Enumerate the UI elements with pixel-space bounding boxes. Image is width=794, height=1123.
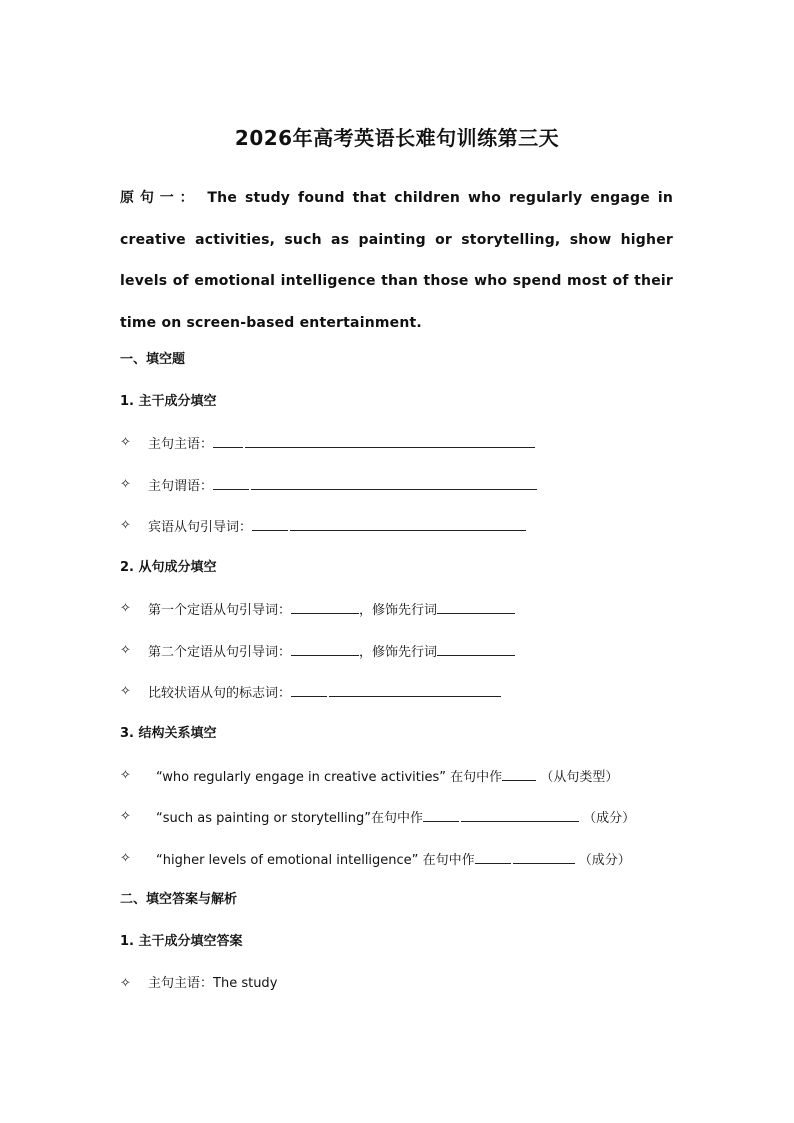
section-heading-fill-in: 一、填空题 xyxy=(120,352,186,367)
answer-blank[interactable] xyxy=(461,807,579,822)
answer-blank[interactable] xyxy=(213,475,249,490)
item-quote: “such as painting or storytelling” xyxy=(156,811,371,826)
question-heading-clause-components: 2. 从句成分填空 xyxy=(120,560,217,575)
item-tail: ，修饰先行词 xyxy=(359,603,438,618)
answer-blank[interactable] xyxy=(213,433,243,448)
bullet-icon: ✧ xyxy=(120,809,131,824)
item-tail: （成分） xyxy=(583,811,636,826)
item-mid: 在句中作 xyxy=(422,853,475,868)
item-first-attributive-clause xyxy=(148,599,515,621)
answer-main-subject xyxy=(148,974,277,994)
bullet-icon: ✧ xyxy=(120,477,131,492)
item-structure-clause-type xyxy=(156,766,618,788)
item-main-subject xyxy=(148,433,535,455)
item-label: 主句谓语： xyxy=(148,479,214,494)
item-tail: （成分） xyxy=(578,853,631,868)
bullet-icon: ✧ xyxy=(120,851,131,866)
answer-blank[interactable] xyxy=(291,599,359,614)
answer-blank[interactable] xyxy=(291,641,359,656)
question-heading-main-components: 1. 主干成分填空 xyxy=(120,394,217,409)
bullet-icon: ✧ xyxy=(120,768,131,783)
item-mid: 在句中作 xyxy=(450,770,503,785)
bullet-icon: ✧ xyxy=(120,684,131,699)
answer-value: The study xyxy=(213,976,278,991)
answer-blank[interactable] xyxy=(513,849,575,864)
answer-blank[interactable] xyxy=(437,599,515,614)
item-label: 第一个定语从句引导词： xyxy=(148,603,292,618)
answer-blank[interactable] xyxy=(475,849,511,864)
answer-blank[interactable] xyxy=(423,807,459,822)
original-sentence xyxy=(120,178,673,344)
item-comparative-clause-marker xyxy=(148,682,501,704)
answer-blank[interactable] xyxy=(329,682,501,697)
bullet-icon: ✧ xyxy=(120,435,131,450)
bullet-icon: ✧ xyxy=(120,518,131,533)
item-structure-such-as xyxy=(156,807,635,829)
bullet-icon: ✧ xyxy=(120,976,131,991)
answer-blank[interactable] xyxy=(245,433,535,448)
original-sentence-text: The study found that children who regularly engage in creative activities, such as painting or storytelling, show higher levels of emotional intelligence than those who spend most of their time on screen-based entertainment. xyxy=(120,190,674,331)
answer-blank[interactable] xyxy=(291,682,327,697)
item-mid: 在句中作 xyxy=(371,811,424,826)
item-label: 比较状语从句的标志词： xyxy=(148,686,292,701)
item-main-predicate xyxy=(148,475,537,497)
page-title: 2026年高考英语长难句训练第三天 xyxy=(234,126,560,150)
original-sentence-label: 原句一： xyxy=(120,190,200,206)
item-label: 宾语从句引导词： xyxy=(148,520,253,535)
item-label: 第二个定语从句引导词： xyxy=(148,645,292,660)
answer-label: 主句主语： xyxy=(148,976,214,991)
bullet-icon: ✧ xyxy=(120,601,131,616)
answer-blank[interactable] xyxy=(290,516,526,531)
answer-blank[interactable] xyxy=(437,641,515,656)
question-heading-main-answers: 1. 主干成分填空答案 xyxy=(120,934,243,949)
answer-blank[interactable] xyxy=(252,516,288,531)
answer-blank[interactable] xyxy=(251,475,537,490)
answer-blank[interactable] xyxy=(502,766,536,781)
item-structure-higher-levels xyxy=(156,849,631,871)
question-heading-structure: 3. 结构关系填空 xyxy=(120,726,217,741)
section-heading-answers: 二、填空答案与解析 xyxy=(120,892,238,907)
item-tail: （从句类型） xyxy=(540,770,619,785)
bullet-icon: ✧ xyxy=(120,643,131,658)
item-label: 主句主语： xyxy=(148,437,214,452)
item-quote: “who regularly engage in creative activities” xyxy=(156,770,447,785)
item-quote: “higher levels of emotional intelligence” xyxy=(156,853,419,868)
item-second-attributive-clause xyxy=(148,641,515,663)
item-tail: ，修饰先行词 xyxy=(359,645,438,660)
item-object-clause-connector xyxy=(148,516,526,538)
